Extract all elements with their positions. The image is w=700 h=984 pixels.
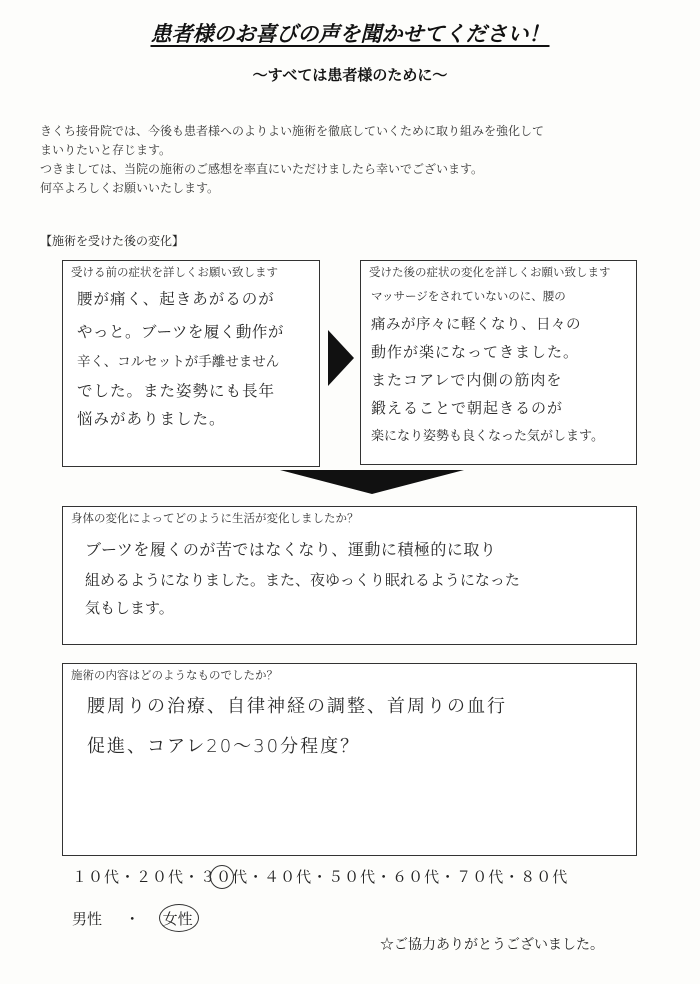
- thanks-message: ☆ご協力ありがとうございました。: [380, 937, 604, 953]
- after-answer-line: 痛みが序々に軽くなり、日々の: [371, 317, 581, 333]
- selection-circle-icon: [210, 865, 234, 889]
- after-symptoms-box: [360, 260, 637, 465]
- after-symptoms-title: 受けた後の症状の変化を詳しくお願い致します: [369, 265, 611, 279]
- treatment-title: 施術の内容はどのようなものでしたか？: [71, 668, 278, 682]
- age-separator: ・: [184, 868, 201, 886]
- gender-female-label: 女性: [162, 910, 193, 928]
- age-option[interactable]: ２０代: [136, 868, 185, 886]
- before-answer-line: でした。また姿勢にも長年: [77, 382, 276, 400]
- gender-options: [72, 908, 193, 929]
- age-option[interactable]: ７０代: [456, 868, 505, 886]
- gender-female-selected[interactable]: [163, 908, 193, 929]
- before-symptoms-box: [62, 260, 320, 467]
- before-answer-line: 辛く、コルセットが手離せません: [77, 354, 280, 370]
- treatment-box: [62, 663, 637, 856]
- after-answer-line: マッサージをされていないのに、腰の: [371, 289, 566, 303]
- age-option[interactable]: １０代: [72, 868, 121, 886]
- life-answer-line: 気もします。: [85, 599, 174, 617]
- life-change-box: [62, 506, 637, 645]
- before-answer-line: やっと。ブーツを履く動作が: [77, 323, 284, 341]
- age-option[interactable]: ８０代: [520, 868, 569, 886]
- age-options: [72, 866, 568, 887]
- after-answer-line: 鍛えることで朝起きるのが: [371, 399, 564, 417]
- before-symptoms-title: 受ける前の症状を詳しくお願い致します: [71, 265, 278, 279]
- page-title: [0, 18, 700, 48]
- age-option-selected[interactable]: [200, 868, 248, 886]
- age-separator: ・: [376, 868, 393, 886]
- intro-line: 何卒よろしくお願いいたします。: [40, 181, 220, 195]
- intro-line: まいりたいと存じます。: [40, 143, 172, 157]
- age-option[interactable]: ４０代: [264, 868, 313, 886]
- age-separator: ・: [248, 868, 265, 886]
- age-separator: ・: [120, 868, 137, 886]
- page-title-text: 患者様のお喜びの声を聞かせてください！: [150, 22, 550, 46]
- after-answer-line: 楽になり姿勢も良くなった気がします。: [371, 429, 604, 444]
- treatment-answer-line: 腰周りの治療、自律神経の調整、首周りの血行: [87, 696, 507, 717]
- life-answer-line: ブーツを履くのが苦ではなくなり、運動に積極的に取り: [85, 540, 497, 559]
- age-option[interactable]: ５０代: [328, 868, 377, 886]
- arrow-right-icon: [328, 330, 354, 386]
- before-answer-line: 悩みがありました。: [77, 410, 226, 428]
- life-change-title: 身体の変化によってどのように生活が変化しましたか？: [71, 511, 359, 525]
- life-answer-line: 組めるようになりました。また、夜ゆっくり眠れるようになった: [85, 571, 520, 589]
- age-separator: ・: [504, 868, 521, 886]
- after-answer-line: 動作が楽になってきました。: [371, 343, 580, 361]
- intro-text: [40, 122, 660, 198]
- gender-male[interactable]: 男性: [72, 910, 103, 928]
- age-separator: ・: [440, 868, 457, 886]
- arrow-down-icon: [280, 470, 464, 494]
- age-separator: ・: [312, 868, 329, 886]
- page-subtitle: 〜すべては患者様のために〜: [252, 66, 448, 84]
- age-option[interactable]: ６０代: [392, 868, 441, 886]
- before-answer-line: 腰が痛く、起きあがるのが: [77, 290, 275, 308]
- gender-separator: ・: [124, 910, 140, 928]
- section-label: 【施術を受けた後の変化】: [40, 234, 185, 248]
- after-answer-line: またコアレで内側の筋肉を: [371, 371, 563, 389]
- intro-line: つきましては、当院の施術のご感想を率直にいただけましたら幸いでございます。: [40, 162, 484, 176]
- treatment-answer-line: 促進、コアレ20〜30分程度？: [87, 736, 361, 757]
- intro-line: きくち接骨院では、今後も患者様へのよりよい施術を徹底していくために取り組みを強化して: [40, 124, 545, 138]
- age-option-label: ３０代: [200, 868, 249, 886]
- selection-circle-icon: [159, 904, 199, 932]
